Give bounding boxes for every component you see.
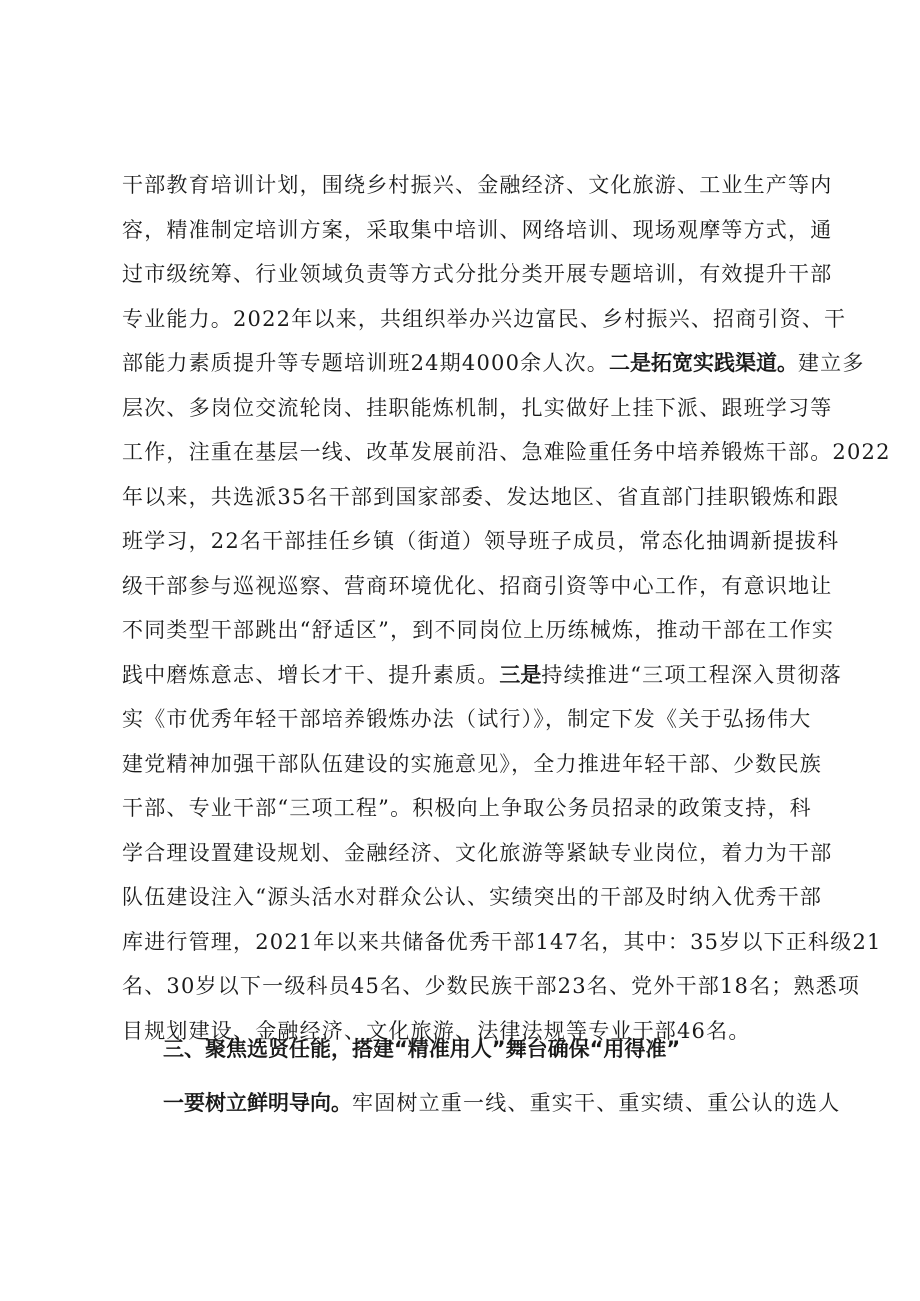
text-line-16: 学合理设置建设规划、金融经济、文化旅游等紧缺专业岗位，着力为干部 — [122, 840, 833, 865]
subheading-expand-practice: 二是拓宽实践渠道。 — [608, 351, 798, 375]
text-line-12 — [122, 653, 842, 698]
last-paragraph-text: 牢固树立重一线、重实干、重实绩、重公认的选人 — [352, 1091, 841, 1115]
text-line-2: 容，精准制定培训方案，采取集中培训、网络培训、现场观摩等方式，通 — [122, 217, 833, 242]
text-line-5-b: 建立多 — [797, 351, 865, 375]
text-line-5 — [122, 341, 865, 386]
text-line-3: 过市级统筹、行业领域负责等方式分批分类开展专题培训，有效提升干部 — [122, 262, 833, 286]
last-paragraph — [163, 1081, 841, 1125]
text-line-14: 建党精神加强干部队伍建设的实施意见》，全力推进年轻干部、少数民族 — [122, 751, 822, 776]
subheading-guidance: 一要树立鲜明导向。 — [163, 1091, 352, 1115]
text-line-18: 库进行管理，2021年以来共储备优秀干部147名，其中：35岁以下正科级21 — [122, 929, 882, 954]
text-line-4: 专业能力。2022年以来，共组织举办兴边富民、乡村振兴、招商引资、干 — [122, 306, 847, 331]
text-line-6: 层次、多岗位交流轮岗、挂职能炼机制，扎实做好上挂下派、跟班学习等 — [122, 395, 833, 420]
text-line-10: 级干部参与巡视巡察、营商环境优化、招商引资等中心工作，有意识地让 — [122, 573, 833, 598]
text-line-15: 干部、专业干部“三项工程”。积极向上争取公务员招录的政策支持，科 — [122, 796, 812, 820]
body-paragraph — [122, 163, 891, 1053]
text-line-12-b: 持续推进“三项工程深入贯彻落 — [541, 662, 842, 687]
text-line-1: 干部教育培训计划，围绕乡村振兴、金融经济、文化旅游、工业生产等内 — [122, 173, 833, 197]
text-line-17: 队伍建设注入“源头活水对群众公认、实绩突出的干部及时纳入优秀干部 — [122, 885, 823, 909]
text-line-7: 工作，注重在基层一线、改革发展前沿、急难险重任务中培养锻炼干部。2022 — [122, 440, 891, 464]
text-line-13: 实《市优秀年轻干部培养锻炼办法（试行）》，制定下发《关于弘扬伟大 — [122, 707, 812, 731]
text-line-11: 不同类型干部跳出“舒适区”，到不同岗位上历练械炼，推动干部在工作实 — [122, 618, 835, 642]
text-line-19: 名、30岁以下一级科员45名、少数民族干部23名、党外干部18名；熟悉项 — [122, 974, 861, 998]
subheading-three: 三是 — [499, 662, 542, 687]
text-line-20: 目规划建设、金融经济、文化旅游、法律法规等专业干部46名。 — [122, 1018, 751, 1043]
text-line-5-a: 部能力素质提升等专题培训班24期4000余人次。 — [122, 351, 609, 375]
section-heading: 三、聚焦选贤任能，搭建“精准用人”舞台确保“用得准” — [163, 1037, 681, 1061]
text-line-12-a: 践中磨炼意志、增长才干、提升素质。 — [122, 662, 500, 687]
text-line-9: 班学习，22名干部挂任乡镇（街道）领导班子成员，常态化抽调新提拔科 — [122, 529, 840, 553]
text-line-8: 年以来，共选派35名干部到国家部委、发达地区、省直部门挂职锻炼和跟 — [122, 484, 840, 509]
